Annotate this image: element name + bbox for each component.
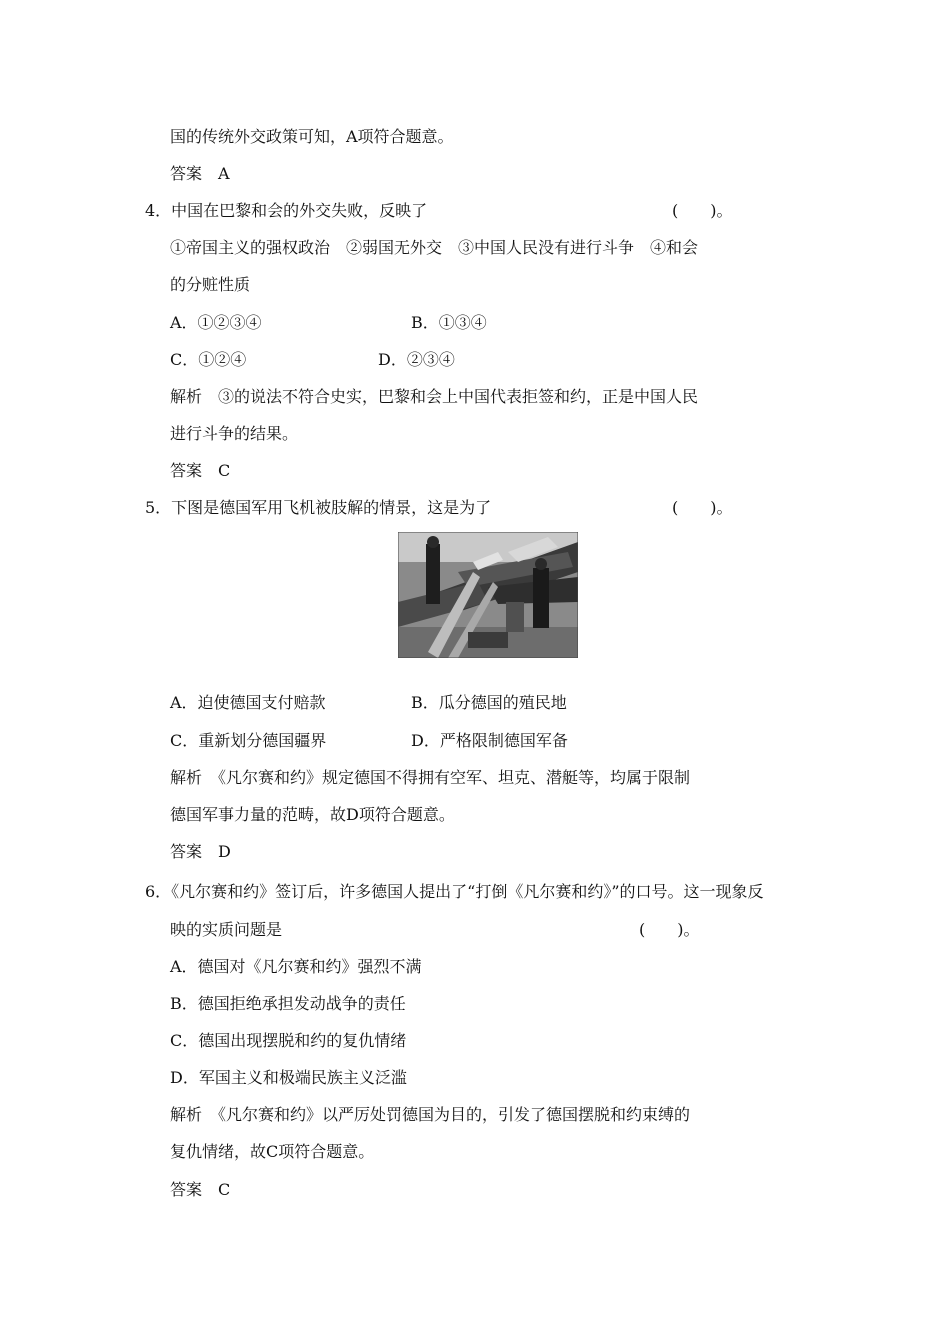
question-stem: 5．下图是德国军用飞机被肢解的情景，这是为了 xyxy=(145,498,492,517)
answer-bracket: ( )。 xyxy=(639,920,700,939)
option-d: D．严格限制德国军备 xyxy=(411,731,568,750)
photo-illustration xyxy=(398,532,578,658)
option-c: C．德国出现摆脱和约的复仇情绪 xyxy=(170,1031,407,1050)
answer-line: 答案 C xyxy=(170,461,231,480)
option-a: A．①②③④ xyxy=(170,313,262,332)
option-b: B．德国拒绝承担发动战争的责任 xyxy=(170,994,406,1013)
analysis-line: 复仇情绪，故C项符合题意。 xyxy=(170,1142,375,1161)
dismantled-aircraft-photo xyxy=(398,532,578,658)
answer-bracket: ( )。 xyxy=(672,498,733,517)
question-stem: 4．中国在巴黎和会的外交失败，反映了 xyxy=(145,201,428,220)
option-d: D．军国主义和极端民族主义泛滥 xyxy=(170,1068,407,1087)
answer-line: 答案 C xyxy=(170,1180,231,1199)
option-a: A．德国对《凡尔赛和约》强烈不满 xyxy=(170,957,422,976)
option-c: C．重新划分德国疆界 xyxy=(170,731,327,750)
answer-line: 答案 A xyxy=(170,164,230,183)
statement-line: 的分赃性质 xyxy=(170,275,251,294)
analysis-line: 进行斗争的结果。 xyxy=(170,424,299,443)
question-stem: 映的实质问题是 xyxy=(170,920,283,939)
answer-bracket: ( )。 xyxy=(672,201,733,220)
option-c: C．①②④ xyxy=(170,350,247,369)
option-b: B．瓜分德国的殖民地 xyxy=(411,693,567,712)
question-stem: 6．《凡尔赛和约》签订后，许多德国人提出了“打倒《凡尔赛和约》”的口号。这一现象反 xyxy=(145,882,764,901)
text-line: 国的传统外交政策可知，A项符合题意。 xyxy=(170,127,454,146)
analysis-line: 解析 《凡尔赛和约》规定德国不得拥有空军、坦克、潜艇等，均属于限制 xyxy=(170,768,691,787)
analysis-line: 德国军事力量的范畴，故D项符合题意。 xyxy=(170,805,455,824)
analysis-line: 解析 《凡尔赛和约》以严厉处罚德国为目的，引发了德国摆脱和约束缚的 xyxy=(170,1105,691,1124)
answer-line: 答案 D xyxy=(170,842,231,861)
option-d: D．②③④ xyxy=(378,350,455,369)
option-b: B．①③④ xyxy=(411,313,487,332)
analysis-line: 解析 ③的说法不符合史实，巴黎和会上中国代表拒签和约，正是中国人民 xyxy=(170,387,699,406)
statement-line: ①帝国主义的强权政治 ②弱国无外交 ③中国人民没有进行斗争 ④和会 xyxy=(170,238,699,257)
option-a: A．迫使德国支付赔款 xyxy=(170,693,326,712)
